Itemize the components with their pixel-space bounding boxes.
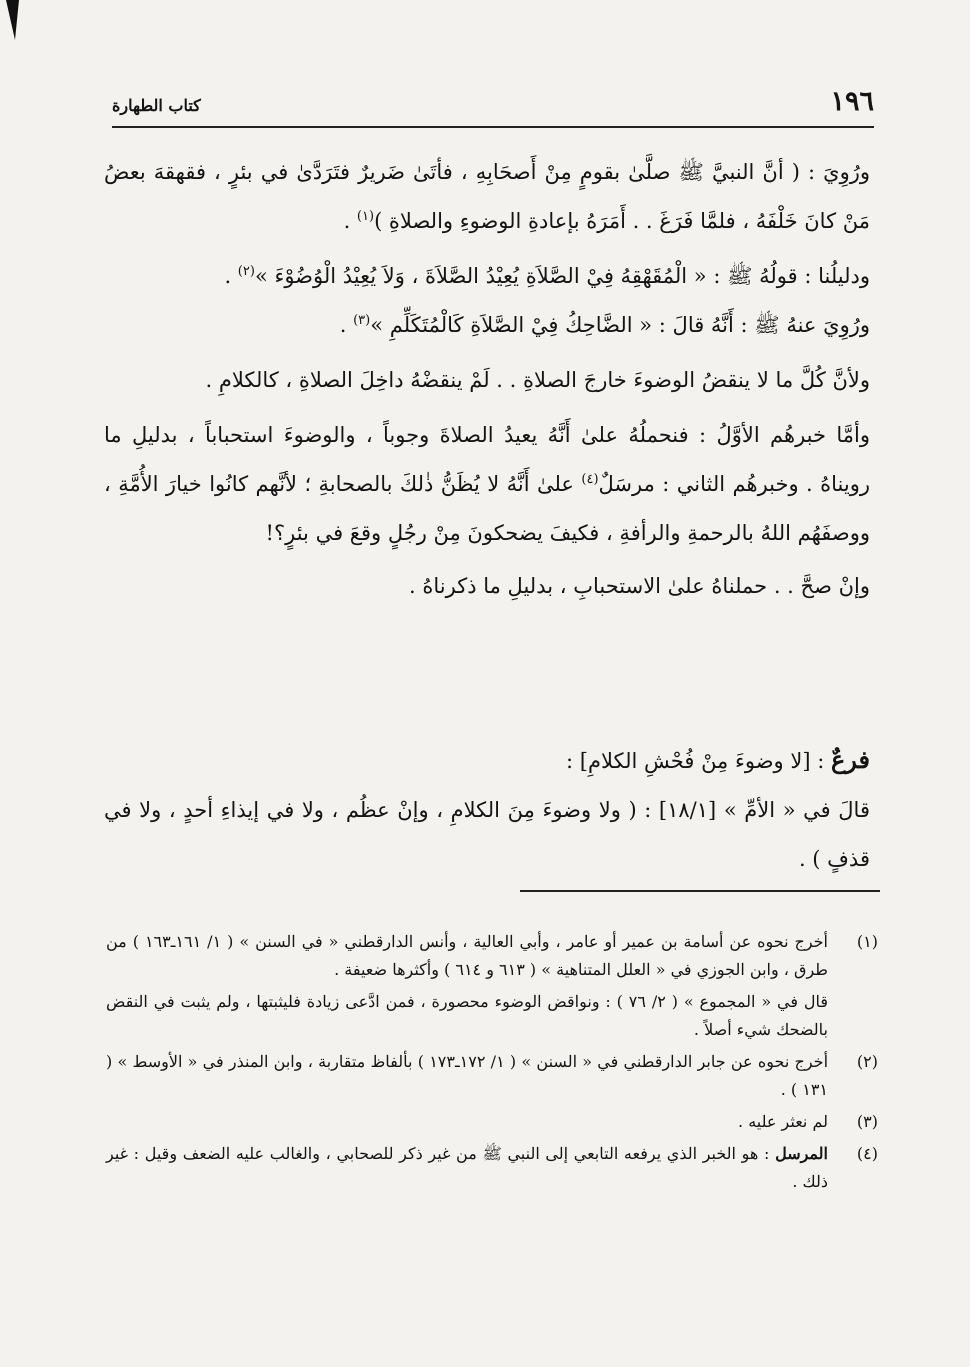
paragraph-5-text-a: وأمَّا خبرهُم الأوَّلُ : فنحملُهُ علىٰ أَنَّهُ يعيدُ الصلاةَ وجوباً ، والوضوءَ استحباباً ، بدليلِ ما رويناهُ . وخبرهُم الثاني : مرسَلٌ — [104, 423, 870, 496]
footnote-number: (٤) — [856, 1144, 878, 1163]
paragraph-3-text: ورُوِيَ عنهُ ﷺ : أَنَّهُ قالَ : « الضَّاحِكُ فِيْ الصَّلاَةِ كَالْمُتَكَلِّمِ » — [370, 313, 870, 337]
paragraph-2-text: ودليلُنا : قولُهُ ﷺ : « الْمُقَهْقِهُ فِيْ الصَّلاَةِ يُعِيْدُ الصَّلاَةَ ، وَلاَ يُعِيْدُ الْوُضُوْءَ » — [254, 264, 870, 288]
paragraph-1 — [104, 148, 870, 246]
footnote-ref-3: (٣) — [353, 313, 371, 328]
paragraph-3 — [104, 301, 870, 350]
footnote-ref-1: (١) — [356, 209, 375, 224]
footnote-text — [106, 1140, 828, 1196]
footnote-continuation: قال في « المجموع » ( ٢/ ٧٦ ) : ونواقض الوضوء محصورة ، فمن ادَّعى زيادة فليثبتها ، ولم يثبت في النقض بالضحك شيء أصلاً . — [106, 992, 828, 1039]
footnote-separator — [520, 890, 880, 892]
footnote-number: (٢) — [856, 1052, 878, 1071]
footnote-1 — [106, 928, 878, 1044]
paragraph-5 — [104, 411, 870, 558]
section-heading — [104, 740, 870, 781]
paragraph-7: قالَ في « الأمِّ » [١٨/١] : ( ولا وضوءَ مِنَ الكلامِ ، وإنْ عظُم ، ولا في إيذاءِ أحدٍ ، ولا في قذفٍ ) . — [104, 798, 870, 871]
footnote-text: لم نعثر عليه . — [738, 1112, 828, 1131]
running-title: كتاب الطهارة — [112, 96, 201, 115]
paragraph-4: ولأنَّ كُلَّ ما لا ينقضُ الوضوءَ خارجَ الصلاةِ . . لَمْ ينقضْهُ داخِلَ الصلاةِ ، كالكلامِ . — [205, 368, 870, 392]
section-label: فرعٌ — [830, 745, 870, 774]
paragraph-5-text-b: علىٰ أَنَّهُ لا يُظَنُّ ذٰلكَ بالصحابةِ ؛ لأنَّهم كانُوا خيارَ الأُمَّةِ ، ووصفَهُم اللهُ بالرحمةِ والرأفةِ ، فكيفَ يضحكونَ مِنْ رجُلٍ وقعَ في بئرٍ؟! — [104, 472, 870, 545]
footnote-number: (٣) — [856, 1112, 878, 1131]
footnote-2 — [106, 1048, 878, 1104]
page-number: ١٩٦ — [830, 86, 874, 117]
page-corner-mark — [6, 0, 19, 40]
paragraph-1-end: . — [343, 209, 357, 233]
footnote-ref-2: (٢) — [237, 264, 255, 279]
paragraph-1-text: ورُوِيَ : ( أنَّ النبيَّ ﷺ صلَّىٰ بقومٍ مِنْ أَصحَابِهِ ، فأتَىٰ ضَريرٌ فتَرَدَّىٰ في بئرٍ ، فقهقهَ بعضُ مَنْ كانَ خَلْفَهُ ، فلمَّا فَرَغَ . . أَمَرَهُ بإعادةِ الوضوءِ والصلاةِ ) — [104, 160, 870, 233]
main-text-block-2 — [104, 786, 870, 884]
footnote-ref-4: (٤) — [581, 472, 599, 487]
page-header — [112, 86, 874, 128]
paragraph-3-end: . — [339, 313, 354, 337]
footnote-term: المرسل — [775, 1144, 828, 1163]
footnote-4 — [106, 1140, 878, 1196]
footnote-3 — [106, 1108, 878, 1136]
paragraph-2 — [104, 252, 870, 301]
footnote-text: أخرج نحوه عن جابر الدارقطني في « السنن » ( ١/ ١٧٢ـ١٧٣ ) بألفاظ متقاربة ، وابن المنذر في « الأوسط » ( ١٣١ ) . — [106, 1052, 829, 1099]
paragraph-6: وإنْ صحَّ . . حملناهُ علىٰ الاستحبابِ ، بدليلِ ما ذكرناهُ . — [409, 574, 870, 598]
footnote-definition: : هو الخبر الذي يرفعه التابعي إلى النبي ﷺ من غير ذكر للصحابي ، والغالب عليه الضعف وقيل : غير ذلك . — [106, 1144, 828, 1191]
paragraph-2-end: . — [224, 264, 238, 288]
footnotes — [106, 928, 878, 1200]
footnote-number: (١) — [856, 932, 878, 951]
main-text-block-1 — [104, 148, 870, 611]
section-title: : [لا وضوءَ مِنْ فُحْشِ الكلامِ] : — [566, 749, 831, 773]
footnote-text: أخرج نحوه عن أسامة بن عمير أو عامر ، وأبي العالية ، وأنس الدارقطني « في السنن » ( ١/ ١٦١ـ١٦٣ ) من طرق ، وابن الجوزي في « العلل المتناهية » ( ٦١٣ و ٦١٤ ) وأكثرها ضعيفة . — [106, 932, 829, 979]
